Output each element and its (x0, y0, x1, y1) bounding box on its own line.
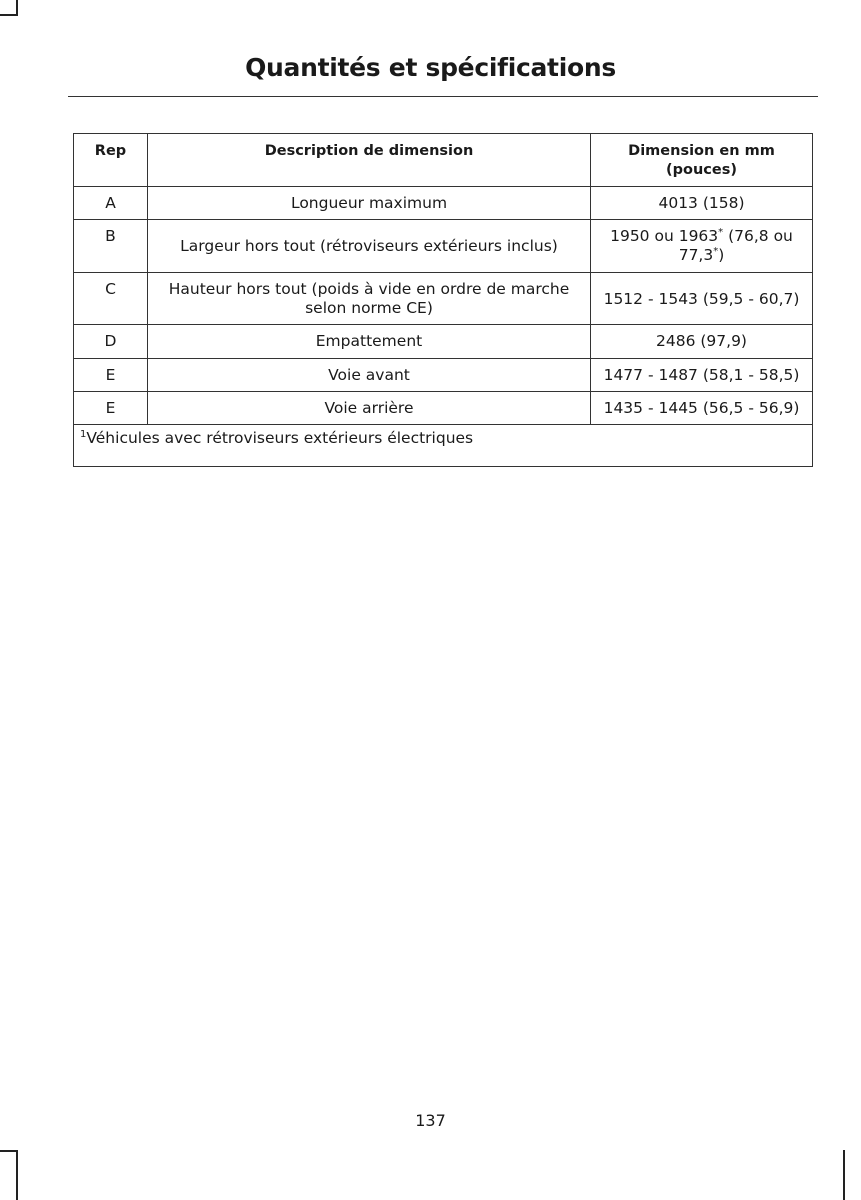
cell-rep: B (74, 220, 148, 273)
cell-dimension: 4013 (158) (591, 187, 813, 220)
footnote-mark: * (713, 245, 719, 257)
cell-dimension: 1435 - 1445 (56,5 - 56,9) (591, 392, 813, 425)
table-header-row (74, 134, 813, 187)
footnote-text: Véhicules avec rétroviseurs extérieurs électriques (86, 429, 474, 447)
cell-rep: D (74, 325, 148, 359)
header-description: Description de dimension (148, 134, 591, 187)
cell-dimension: 2486 (97,9) (591, 325, 813, 359)
footnote-number: 1 (80, 428, 87, 440)
table-footnote (74, 425, 813, 467)
crop-mark (16, 1150, 18, 1200)
cell-dimension: 1477 - 1487 (58,1 - 58,5) (591, 359, 813, 392)
table-footnote-row (74, 425, 813, 467)
header-dimension: Dimension en mm (pouces) (591, 134, 813, 187)
title-divider (68, 96, 818, 97)
page-title: Quantités et spécifications (245, 53, 616, 82)
table-row (74, 187, 813, 220)
cell-dimension (591, 220, 813, 273)
table-row (74, 273, 813, 325)
dimension-text: 1950 ou 1963 (610, 227, 719, 245)
dimension-text: (76,8 ou 77,3 (678, 227, 793, 264)
cell-description: Hauteur hors tout (poids à vide en ordre de marche selon norme CE) (148, 273, 591, 325)
dimensions-table (73, 133, 813, 467)
crop-mark (0, 14, 18, 16)
cell-rep: A (74, 187, 148, 220)
cell-description: Largeur hors tout (rétroviseurs extérieurs inclus) (148, 220, 591, 273)
table-row (74, 325, 813, 359)
crop-mark (16, 0, 18, 14)
cell-description: Voie avant (148, 359, 591, 392)
header-rep: Rep (74, 134, 148, 187)
cell-rep: C (74, 273, 148, 325)
table-row (74, 220, 813, 273)
table-row (74, 392, 813, 425)
cell-dimension: 1512 - 1543 (59,5 - 60,7) (591, 273, 813, 325)
footnote-mark: * (718, 226, 724, 238)
cell-description: Voie arrière (148, 392, 591, 425)
cell-rep: E (74, 392, 148, 425)
crop-mark (843, 1150, 845, 1200)
page-number: 137 (415, 1111, 446, 1130)
cell-description: Empattement (148, 325, 591, 359)
dimension-text: ) (718, 246, 725, 264)
cell-rep: E (74, 359, 148, 392)
cell-description: Longueur maximum (148, 187, 591, 220)
table-row (74, 359, 813, 392)
